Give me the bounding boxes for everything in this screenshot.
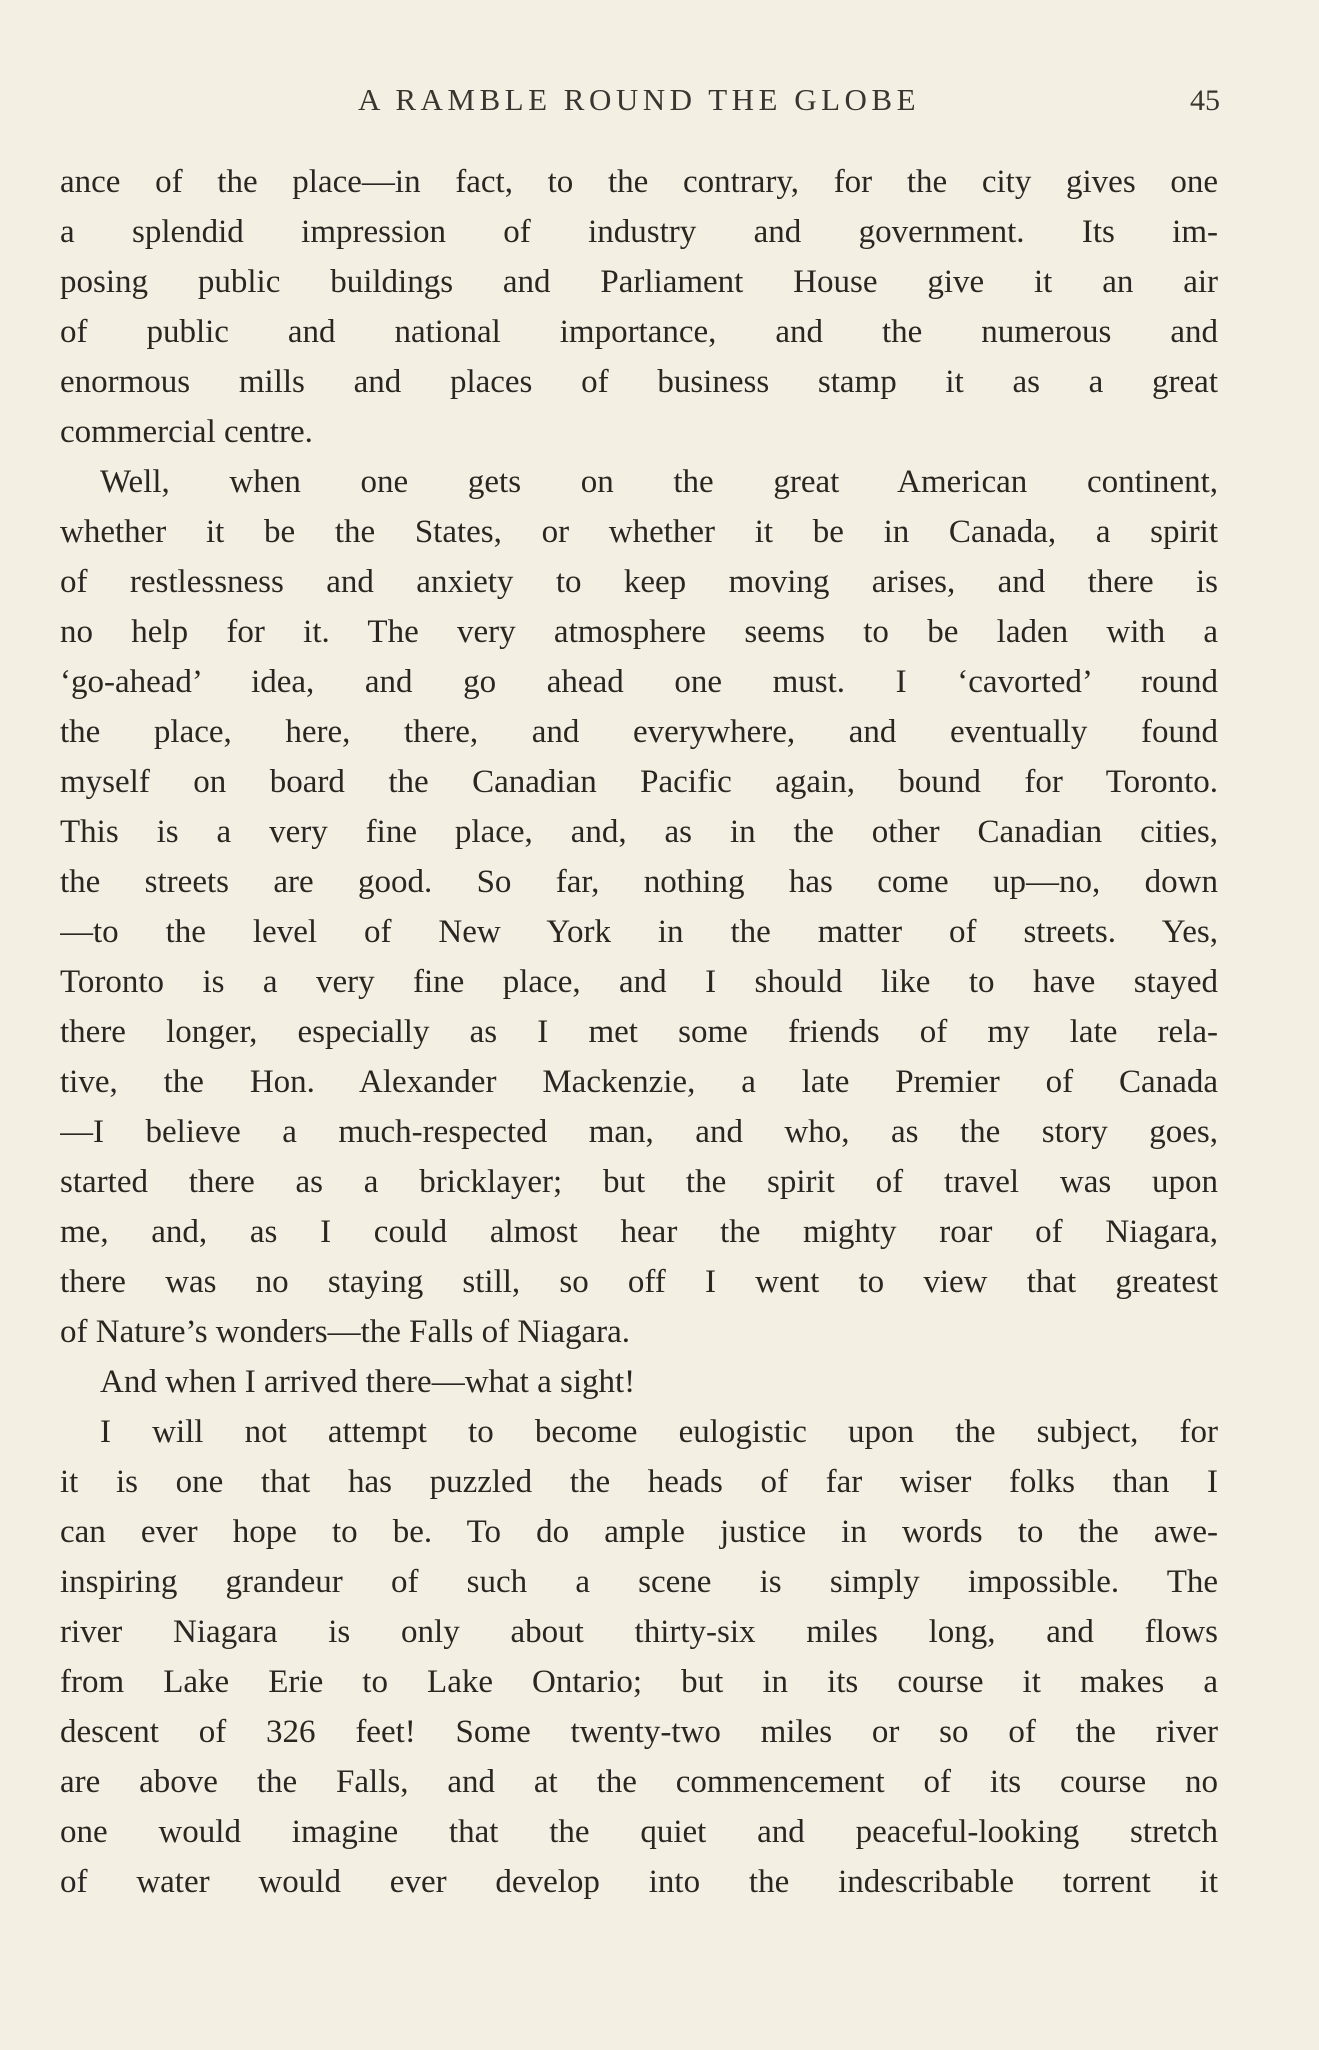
text-line: of Nature’s wonders—the Falls of Niagara. <box>60 1314 631 1350</box>
text-line: tive, the Hon. Alexander Mackenzie, a late Premier of Canada <box>60 1064 1218 1100</box>
text-line: the place, here, there, and everywhere, and eventually found <box>60 714 1218 750</box>
text-line: Well, when one gets on the great American continent, <box>100 464 1218 500</box>
text-line: one would imagine that the quiet and peaceful-looking stretch <box>60 1814 1218 1850</box>
paragraph <box>60 457 1218 1357</box>
text-line: there longer, especially as I met some friends of my late rela- <box>60 1014 1218 1050</box>
paragraph <box>60 1407 1218 1907</box>
text-line: descent of 326 feet! Some twenty-two miles or so of the river <box>60 1714 1218 1750</box>
running-head <box>60 82 1218 132</box>
text-line: —to the level of New York in the matter of streets. Yes, <box>60 914 1218 950</box>
paragraph <box>60 157 1218 457</box>
text-line: of water would ever develop into the indescribable torrent it <box>60 1864 1218 1900</box>
text-line: This is a very fine place, and, as in the other Canadian cities, <box>60 814 1218 850</box>
text-line: ‘go-ahead’ idea, and go ahead one must. I ‘cavorted’ round <box>60 664 1218 700</box>
text-line: the streets are good. So far, nothing has come up—no, down <box>60 864 1218 900</box>
text-line: no help for it. The very atmosphere seems to be laden with a <box>60 614 1218 650</box>
page-number: 45 <box>1190 84 1220 117</box>
text-line: And when I arrived there—what a sight! <box>100 1364 636 1400</box>
running-title: A RAMBLE ROUND THE GLOBE <box>357 82 921 117</box>
text-line: Toronto is a very fine place, and I should like to have stayed <box>60 964 1218 1000</box>
text-line: of public and national importance, and the numerous and <box>60 314 1218 350</box>
text-line: posing public buildings and Parliament House give it an air <box>60 264 1218 300</box>
text-line: can ever hope to be. To do ample justice in words to the awe- <box>60 1514 1218 1550</box>
text-line: myself on board the Canadian Pacific again, bound for Toronto. <box>60 764 1218 800</box>
text-line: there was no staying still, so off I went to view that greatest <box>60 1264 1218 1300</box>
text-line: river Niagara is only about thirty-six miles long, and flows <box>60 1614 1218 1650</box>
text-line: whether it be the States, or whether it be in Canada, a spirit <box>60 514 1218 550</box>
text-line: ance of the place—in fact, to the contrary, for the city gives one <box>60 164 1218 200</box>
text-line: I will not attempt to become eulogistic upon the subject, for <box>100 1414 1218 1450</box>
text-line: started there as a bricklayer; but the spirit of travel was upon <box>60 1164 1218 1200</box>
text-line: are above the Falls, and at the commencement of its course no <box>60 1764 1218 1800</box>
paragraph <box>60 1357 1218 1407</box>
text-line: —I believe a much-respected man, and who, as the story goes, <box>60 1114 1218 1150</box>
text-line: of restlessness and anxiety to keep moving arises, and there is <box>60 564 1218 600</box>
text-line: from Lake Erie to Lake Ontario; but in its course it makes a <box>60 1664 1218 1700</box>
body-text <box>60 157 1218 1907</box>
text-line: me, and, as I could almost hear the mighty roar of Niagara, <box>60 1214 1218 1250</box>
text-line: commercial centre. <box>60 414 313 450</box>
text-line: inspiring grandeur of such a scene is simply impossible. The <box>60 1564 1218 1600</box>
text-line: a splendid impression of industry and government. Its im- <box>60 214 1218 250</box>
text-line: enormous mills and places of business stamp it as a great <box>60 364 1218 400</box>
text-line: it is one that has puzzled the heads of far wiser folks than I <box>60 1464 1218 1500</box>
